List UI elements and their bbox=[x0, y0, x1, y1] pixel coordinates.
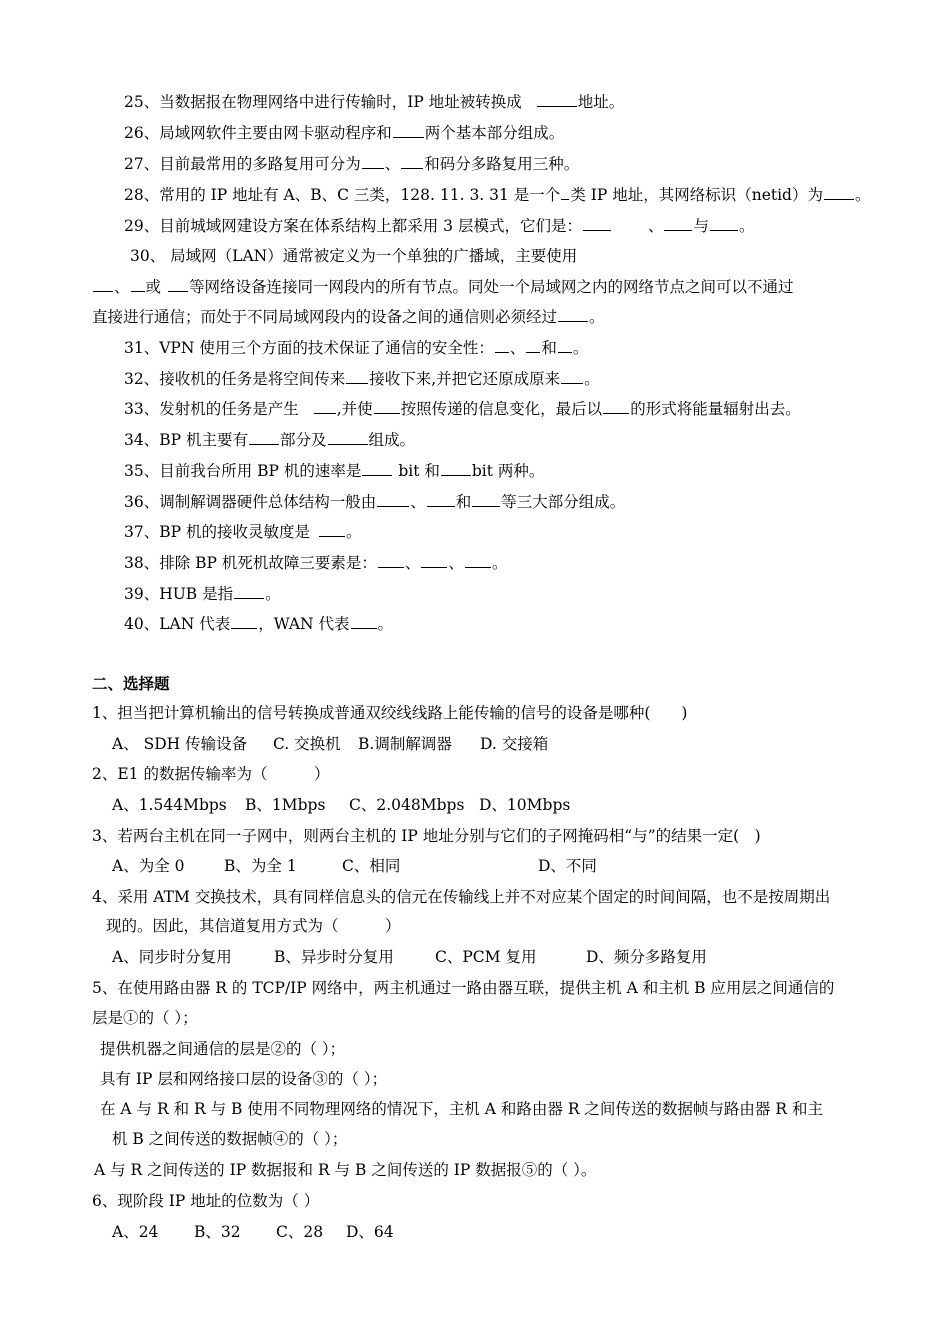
question-text: 38、排除 BP 机死机故障三要素是： bbox=[124, 554, 377, 572]
answer-blank bbox=[561, 369, 583, 384]
mc-question-2: 2、E1 的数据传输率为（ ） bbox=[92, 765, 330, 783]
question-38 bbox=[124, 553, 507, 573]
answer-blank bbox=[558, 307, 588, 322]
option: A、为全 0 bbox=[112, 857, 185, 875]
answer-blank bbox=[472, 492, 500, 507]
answer-blank bbox=[351, 614, 377, 629]
option: A、1.544Mbps bbox=[112, 796, 227, 814]
answer-blank bbox=[377, 492, 409, 507]
question-30-line3 bbox=[92, 307, 605, 327]
option: D、64 bbox=[346, 1223, 394, 1241]
option: D、频分多路复用 bbox=[586, 948, 707, 966]
option: C. 交换机 bbox=[273, 735, 341, 753]
mc-question-4-line1: 4、采用 ATM 交换技术，具有同样信息头的信元在传输线上并不对应某个固定的时间间隔，也不是按周期出 bbox=[92, 888, 831, 906]
question-text: 40、LAN 代表 bbox=[124, 615, 231, 633]
question-text: ,并使 bbox=[336, 400, 373, 418]
option: C、PCM 复用 bbox=[435, 948, 537, 966]
answer-blank bbox=[319, 522, 345, 537]
section-heading: 二、选择题 bbox=[92, 674, 170, 693]
mc-question-1: 1、担当把计算机输出的信号转换成普通双绞线线路上能传输的信号的设备是哪种( ) bbox=[92, 704, 688, 722]
question-27 bbox=[124, 154, 579, 174]
question-text: 、 bbox=[384, 155, 401, 173]
answer-blank bbox=[378, 553, 404, 568]
answer-blank bbox=[393, 123, 424, 138]
answer-blank bbox=[328, 430, 368, 445]
question-text: 。 bbox=[265, 585, 281, 603]
option: B、异步时分复用 bbox=[274, 948, 394, 966]
question-text: bit 两种。 bbox=[471, 462, 545, 480]
question-text: 地址。 bbox=[577, 93, 625, 111]
question-text: 。 bbox=[377, 615, 394, 633]
question-37 bbox=[124, 522, 362, 542]
question-text: 或 bbox=[145, 278, 162, 296]
answer-blank bbox=[664, 216, 692, 231]
mc-question-5-line2: 层是①的（ ）； bbox=[92, 1009, 198, 1027]
question-26 bbox=[124, 123, 564, 143]
question-text: 与 bbox=[693, 217, 709, 235]
question-text: 两个基本部分组成。 bbox=[424, 124, 565, 142]
question-28 bbox=[124, 185, 871, 205]
question-text: 。 bbox=[572, 339, 589, 357]
answer-blank bbox=[561, 185, 569, 200]
question-text: 39、HUB 是指 bbox=[124, 585, 234, 603]
answer-blank bbox=[824, 185, 854, 200]
option: A、 SDH 传输设备 bbox=[112, 735, 248, 753]
answer-blank bbox=[495, 338, 509, 353]
mc-question-5-line4: 具有 IP 层和网络接口层的设备③的（ ）； bbox=[100, 1070, 388, 1088]
mc-options-3 bbox=[112, 856, 597, 876]
question-text: 、 bbox=[647, 217, 664, 235]
question-text: 。 bbox=[738, 217, 755, 235]
mc-question-5-line5: 在 A 与 R 和 R 与 B 使用不同物理网络的情况下，主机 A 和路由器 R 之间传送的数据帧与路由器 R 和主 bbox=[100, 1100, 823, 1118]
question-text: 接收下来,并把它还原成原来 bbox=[369, 370, 561, 388]
answer-blank bbox=[362, 461, 392, 476]
option: C、相同 bbox=[342, 857, 401, 875]
question-text: 27、目前最常用的多路复用可分为 bbox=[124, 155, 361, 173]
question-text: 和码分多路复用三种。 bbox=[424, 155, 580, 173]
question-text: 35、目前我台所用 BP 机的速率是 bbox=[124, 462, 362, 480]
answer-blank bbox=[558, 338, 572, 353]
question-text: 按照传递的信息变化，最后以 bbox=[400, 400, 603, 418]
answer-blank bbox=[131, 277, 145, 292]
question-text: 、 bbox=[114, 278, 130, 296]
question-31 bbox=[124, 338, 588, 358]
answer-blank bbox=[362, 154, 384, 169]
question-text: 类 IP 地址，其网络标识（netid）为 bbox=[570, 186, 823, 204]
question-text: 26、局域网软件主要由网卡驱动程序和 bbox=[124, 124, 392, 142]
mc-options-2 bbox=[112, 795, 570, 815]
answer-blank bbox=[465, 553, 491, 568]
answer-blank bbox=[537, 92, 577, 107]
option: B、为全 1 bbox=[224, 857, 297, 875]
question-40 bbox=[124, 614, 393, 634]
mc-question-5-line1: 5、在使用路由器 R 的 TCP/IP 网络中，两主机通过一路由器互联，提供主机 A 和主机 B 应用层之间通信的 bbox=[92, 979, 835, 997]
question-text: 的形式将能量辐射出去。 bbox=[630, 400, 801, 418]
answer-blank bbox=[346, 369, 368, 384]
question-text: ，WAN 代表 bbox=[258, 615, 350, 633]
option: B、32 bbox=[194, 1223, 241, 1241]
question-34 bbox=[124, 430, 415, 450]
question-text: 等三大部分组成。 bbox=[501, 493, 626, 511]
question-text: 36、调制解调器硬件总体结构一般由 bbox=[124, 493, 377, 511]
question-39 bbox=[124, 584, 281, 604]
question-33 bbox=[124, 399, 801, 419]
option: D、不同 bbox=[538, 857, 597, 875]
option: D、10Mbps bbox=[479, 796, 571, 814]
question-36 bbox=[124, 492, 625, 512]
answer-blank bbox=[93, 277, 113, 292]
mc-question-5-line7: A 与 R 之间传送的 IP 数据报和 R 与 B 之间传送的 IP 数据报⑤的（ ）。 bbox=[94, 1161, 597, 1179]
question-text: 34、BP 机主要有 bbox=[124, 431, 248, 449]
question-text: 32、接收机的任务是将空间传来 bbox=[124, 370, 346, 388]
mc-options-4 bbox=[112, 947, 707, 967]
answer-blank bbox=[710, 216, 738, 231]
question-text: 25、当数据报在物理网络中进行传输时，IP 地址被转换成 bbox=[124, 93, 522, 111]
answer-blank bbox=[583, 216, 611, 231]
question-text: 、 bbox=[448, 554, 464, 572]
answer-blank bbox=[168, 277, 188, 292]
question-text: 。 bbox=[584, 370, 600, 388]
question-text: 33、发射机的任务是产生 bbox=[124, 400, 299, 418]
answer-blank bbox=[526, 338, 540, 353]
question-text: 30、 局域网（LAN）通常被定义为一个单独的广播域，主要使用 bbox=[130, 247, 578, 265]
question-32 bbox=[124, 369, 600, 389]
question-29 bbox=[124, 216, 755, 236]
question-30-line2 bbox=[92, 277, 794, 297]
question-35 bbox=[124, 461, 544, 481]
question-text: 。 bbox=[491, 554, 508, 572]
answer-blank bbox=[249, 430, 279, 445]
option: B、1Mbps bbox=[245, 796, 326, 814]
question-text: 、 bbox=[410, 493, 426, 511]
question-text: 直接进行通信；而处于不同局域网段内的设备之间的通信则必须经过 bbox=[92, 308, 558, 326]
answer-blank bbox=[441, 461, 471, 476]
option: A、24 bbox=[112, 1223, 159, 1241]
question-text: 、 bbox=[404, 554, 421, 572]
option: C、2.048Mbps bbox=[349, 796, 465, 814]
answer-blank bbox=[374, 399, 400, 414]
question-text: 。 bbox=[589, 308, 605, 326]
question-text: 37、BP 机的接收灵敏度是 bbox=[124, 523, 310, 541]
question-text: 、 bbox=[509, 339, 526, 357]
mc-question-5-line3: 提供机器之间通信的层是②的（ ）； bbox=[100, 1040, 346, 1058]
mc-question-4-line2: 现的。因此，其信道复用方式为（ ） bbox=[106, 917, 401, 935]
question-text: 28、常用的 IP 地址有 A、B、C 三类，128. 11. 3. 31 是一个 bbox=[124, 186, 561, 204]
mc-options-6 bbox=[112, 1222, 394, 1242]
answer-blank bbox=[427, 492, 455, 507]
answer-blank bbox=[421, 553, 447, 568]
answer-blank bbox=[234, 584, 264, 599]
mc-options-1 bbox=[112, 734, 548, 754]
question-text: 等网络设备连接同一网段内的所有节点。同处一个局域网之内的网络节点之间可以不通过 bbox=[189, 278, 794, 296]
mc-question-3: 3、若两台主机在同一子网中，则两台主机的 IP 地址分别与它们的子网掩码相“与”的结果一定( ) bbox=[92, 827, 761, 845]
question-text: 。 bbox=[345, 523, 362, 541]
answer-blank bbox=[401, 154, 423, 169]
option: D. 交接箱 bbox=[480, 735, 549, 753]
question-text: 和 bbox=[455, 493, 472, 511]
answer-blank bbox=[603, 399, 629, 414]
question-text: 部分及 bbox=[279, 431, 327, 449]
answer-blank bbox=[314, 399, 336, 414]
question-text: 29、目前城域网建设方案在体系结构上都采用 3 层模式，它们是： bbox=[124, 217, 582, 235]
option: B.调制解调器 bbox=[358, 735, 452, 753]
question-30-line1 bbox=[130, 246, 577, 266]
question-text: 组成。 bbox=[368, 431, 416, 449]
question-text: bit 和 bbox=[393, 462, 440, 480]
question-25 bbox=[124, 92, 624, 112]
question-text: 和 bbox=[541, 339, 557, 357]
question-text: 。 bbox=[854, 186, 871, 204]
question-text: 31、VPN 使用三个方面的技术保证了通信的安全性： bbox=[124, 339, 494, 357]
option: A、同步时分复用 bbox=[112, 948, 232, 966]
mc-question-5-line6: 机 B 之间传送的数据帧④的（ ）； bbox=[112, 1130, 348, 1148]
mc-question-6: 6、现阶段 IP 地址的位数为（ ） bbox=[92, 1192, 320, 1210]
option: C、28 bbox=[276, 1223, 324, 1241]
answer-blank bbox=[231, 614, 257, 629]
